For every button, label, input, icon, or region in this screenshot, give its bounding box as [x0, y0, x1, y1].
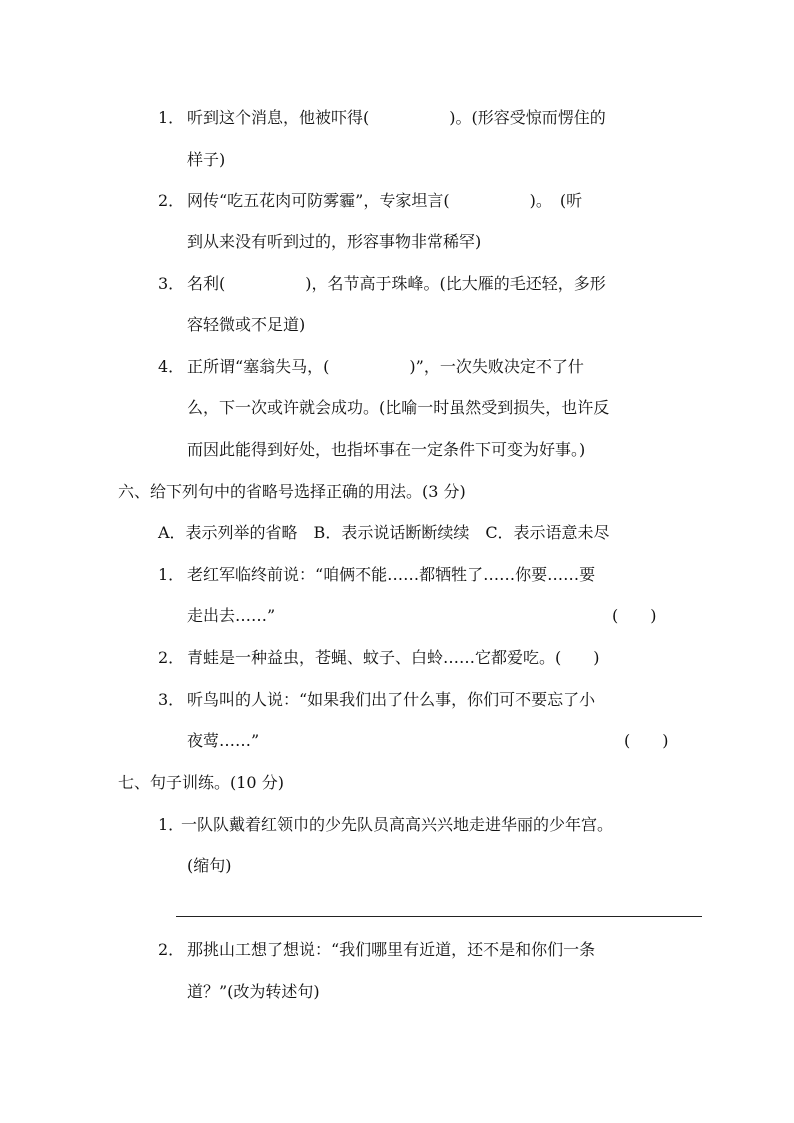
item-number: 3． [158, 690, 185, 709]
item-number: 3． [158, 274, 185, 293]
section-heading: 六、给下列句中的省略号选择正确的用法。(3 分) [118, 482, 466, 501]
question-text: 听鸟叫的人说：“如果我们出了什么事，你们可不要忘了小 [187, 690, 596, 709]
item-number: 1． [158, 815, 185, 834]
question-text: 青蛙是一种益虫，苍蝇、蚊子、白蛉……它都爱吃。( ) [187, 648, 600, 667]
question-text: 网传“吃五花肉可防雾霾”，专家坦言( )。 (听 [187, 191, 583, 210]
answer-blank: ( ) [624, 731, 669, 750]
answer-line [176, 916, 702, 917]
question-text: 一队队戴着红领巾的少先队员高高兴兴地走进华丽的少年宫。 [181, 815, 614, 834]
question-text: 名利( )，名节高于珠峰。(比大雁的毛还轻，多形 [187, 274, 606, 293]
question-text: 到从来没有听到过的，形容事物非常稀罕) [187, 232, 482, 251]
question-text: 走出去……” [187, 606, 276, 625]
question-text: 那挑山工想了想说：“我们哪里有近道，还不是和你们一条 [187, 940, 596, 959]
question-text: 容轻微或不足道) [187, 315, 306, 334]
question-text: 老红军临终前说：“咱俩不能……都牺牲了……你要……要 [187, 565, 596, 584]
question-text: 么，下一次或许就会成功。(比喻一时虽然受到损失，也许反 [187, 398, 610, 417]
section-heading: 七、句子训练。(10 分) [118, 773, 284, 792]
question-text: (缩句) [187, 856, 232, 875]
item-number: 4． [158, 357, 185, 376]
item-number: 2． [158, 648, 185, 667]
answer-options: A．表示列举的省略 B．表示说话断断续续 C．表示语意未尽 [158, 523, 610, 542]
question-text: 样子) [187, 150, 226, 169]
question-text: 道？”(改为转述句) [187, 982, 320, 1001]
question-text: 听到这个消息，他被吓得( )。(形容受惊而愣住的 [187, 108, 606, 127]
question-text: 夜莺……” [187, 731, 260, 750]
question-text: 正所谓“塞翁失马，( )”，一次失败决定不了什 [187, 357, 584, 376]
item-number: 1． [158, 565, 185, 584]
item-number: 1． [158, 108, 185, 127]
question-text: 而因此能得到好处，也指坏事在一定条件下可变为好事。) [187, 440, 586, 459]
item-number: 2． [158, 191, 185, 210]
answer-blank: ( ) [612, 606, 657, 625]
item-number: 2． [158, 940, 185, 959]
